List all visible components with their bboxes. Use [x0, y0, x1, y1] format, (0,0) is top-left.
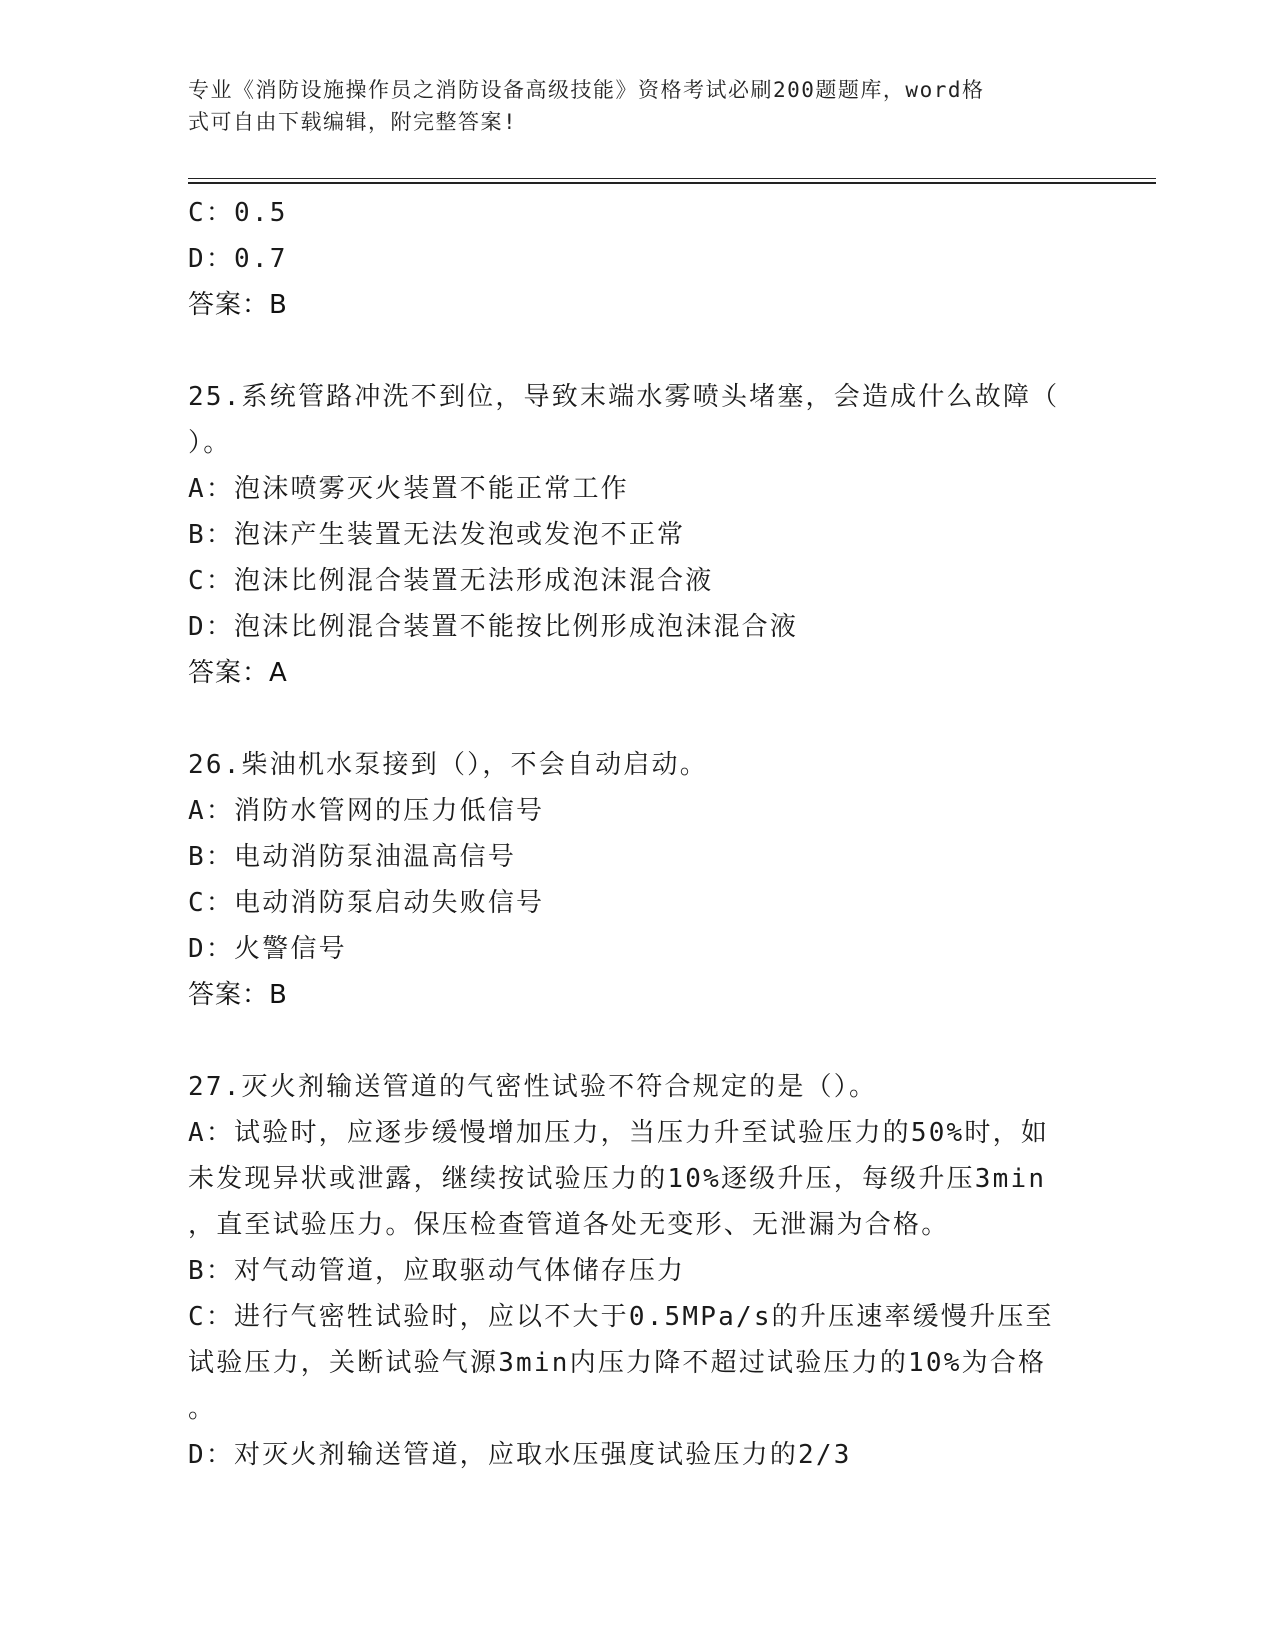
question-list	[188, 190, 1068, 1478]
option-a-cont: ，直至试验压力。保压检查管道各处无变形、无泄漏为合格。	[188, 1210, 950, 1240]
answer-label: 答案：B	[188, 980, 288, 1010]
option-a: A：泡沫喷雾灭火装置不能正常工作	[188, 474, 629, 504]
header-line-2: 式可自由下载编辑，附完整答案!	[188, 110, 518, 134]
question-24	[188, 190, 1068, 328]
question-25	[188, 374, 1068, 696]
option-b: B：对气动管道，应取驱动气体储存压力	[188, 1256, 686, 1286]
spacer	[188, 696, 1068, 742]
option-a: A：消防水管网的压力低信号	[188, 796, 545, 826]
question-26	[188, 742, 1068, 1018]
option-c-cont: 试验压力，关断试验气源3min内压力降不超过试验压力的10%为合格	[188, 1348, 1047, 1378]
header-line-1: 专业《消防设施操作员之消防设备高级技能》资格考试必刷200题题库，word格	[188, 78, 985, 102]
question-stem: 27.灭火剂输送管道的气密性试验不符合规定的是（）。	[188, 1072, 878, 1102]
question-stem-cont: ）。	[188, 428, 232, 458]
spacer	[188, 328, 1068, 374]
page-header	[188, 74, 1068, 138]
question-stem: 25.系统管路冲洗不到位，导致末端水雾喷头堵塞，会造成什么故障（	[188, 382, 1060, 412]
question-stem: 26.柴油机水泵接到（），不会自动启动。	[188, 750, 708, 780]
option-a-cont: 未发现异状或泄露，继续按试验压力的10%逐级升压，每级升压3min	[188, 1164, 1047, 1194]
option-a: A：试验时，应逐步缓慢增加压力，当压力升至试验压力的50%时，如	[188, 1118, 1050, 1148]
option-b: B：泡沫产生装置无法发泡或发泡不正常	[188, 520, 686, 550]
answer-label: 答案：A	[188, 658, 288, 688]
option-d: D：0.7	[188, 244, 288, 274]
option-c: C：泡沫比例混合装置无法形成泡沫混合液	[188, 566, 714, 596]
spacer	[188, 1018, 1068, 1064]
option-d: D：泡沫比例混合装置不能按比例形成泡沫混合液	[188, 612, 799, 642]
option-d: D：对灭火剂输送管道，应取水压强度试验压力的2/3	[188, 1440, 852, 1470]
question-27	[188, 1064, 1068, 1478]
option-c: C：进行气密牲试验时，应以不大于0.5MPa/s的升压速率缓慢升压至	[188, 1302, 1054, 1332]
option-c-cont: 。	[188, 1394, 217, 1424]
answer-label: 答案：B	[188, 290, 288, 320]
option-c: C：0.5	[188, 198, 288, 228]
option-c: C：电动消防泵启动失败信号	[188, 888, 545, 918]
option-d: D：火警信号	[188, 934, 347, 964]
option-b: B：电动消防泵油温高信号	[188, 842, 517, 872]
header-divider-thick	[188, 182, 1156, 184]
header-divider-thin	[188, 178, 1156, 179]
